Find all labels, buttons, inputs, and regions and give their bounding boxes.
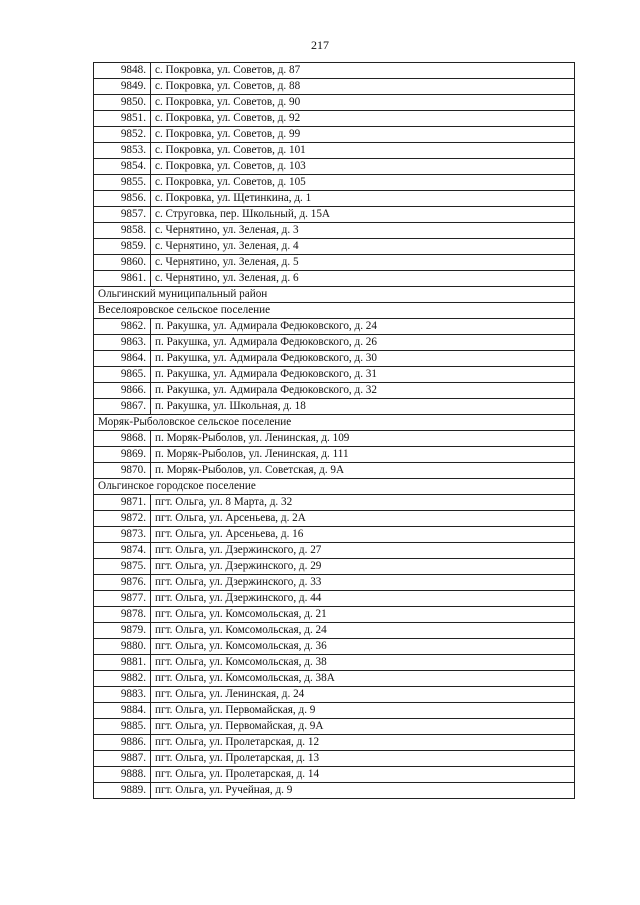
table-row <box>94 591 575 607</box>
table-row <box>94 719 575 735</box>
row-address: п. Ракушка, ул. Адмирала Федюковского, д. 32 <box>151 383 575 399</box>
table-row <box>94 255 575 271</box>
row-address: пгт. Ольга, ул. Комсомольская, д. 36 <box>151 639 575 655</box>
row-address: с. Покровка, ул. Советов, д. 87 <box>151 63 575 79</box>
row-number: 9868. <box>94 431 151 447</box>
table-row <box>94 639 575 655</box>
table-row <box>94 271 575 287</box>
section-title: Веселояровское сельское поселение <box>94 303 575 319</box>
section-title: Моряк-Рыболовское сельское поселение <box>94 415 575 431</box>
row-address: пгт. Ольга, ул. Пролетарская, д. 12 <box>151 735 575 751</box>
row-number: 9883. <box>94 687 151 703</box>
table-row <box>94 463 575 479</box>
row-number: 9878. <box>94 607 151 623</box>
table-row <box>94 671 575 687</box>
row-address: п. Моряк-Рыболов, ул. Ленинская, д. 111 <box>151 447 575 463</box>
table-row <box>94 207 575 223</box>
row-address: пгт. Ольга, ул. Комсомольская, д. 38 <box>151 655 575 671</box>
row-address: пгт. Ольга, ул. Пролетарская, д. 14 <box>151 767 575 783</box>
table-row <box>94 159 575 175</box>
table-row <box>94 607 575 623</box>
table-row <box>94 655 575 671</box>
table-row <box>94 575 575 591</box>
table-row <box>94 319 575 335</box>
table-row <box>94 335 575 351</box>
table-row <box>94 687 575 703</box>
row-address: с. Чернятино, ул. Зеленая, д. 3 <box>151 223 575 239</box>
row-address: с. Покровка, ул. Советов, д. 105 <box>151 175 575 191</box>
row-address: пгт. Ольга, ул. Дзержинского, д. 27 <box>151 543 575 559</box>
row-address: пгт. Ольга, ул. Комсомольская, д. 24 <box>151 623 575 639</box>
row-address: пгт. Ольга, ул. Комсомольская, д. 38А <box>151 671 575 687</box>
row-number: 9881. <box>94 655 151 671</box>
row-address: пгт. Ольга, ул. Арсеньева, д. 16 <box>151 527 575 543</box>
row-address: пгт. Ольга, ул. Ленинская, д. 24 <box>151 687 575 703</box>
table-row <box>94 175 575 191</box>
row-number: 9852. <box>94 127 151 143</box>
row-number: 9872. <box>94 511 151 527</box>
table-row <box>94 751 575 767</box>
row-address: п. Моряк-Рыболов, ул. Ленинская, д. 109 <box>151 431 575 447</box>
page-number: 217 <box>311 38 329 52</box>
row-number: 9877. <box>94 591 151 607</box>
address-table <box>93 62 575 799</box>
row-number: 9876. <box>94 575 151 591</box>
section-header-row <box>94 287 575 303</box>
row-number: 9853. <box>94 143 151 159</box>
table-row <box>94 111 575 127</box>
row-number: 9882. <box>94 671 151 687</box>
table-row <box>94 431 575 447</box>
table-row <box>94 703 575 719</box>
row-address: пгт. Ольга, ул. Ручейная, д. 9 <box>151 783 575 799</box>
row-number: 9858. <box>94 223 151 239</box>
row-address: п. Ракушка, ул. Адмирала Федюковского, д. 31 <box>151 367 575 383</box>
table-row <box>94 735 575 751</box>
row-number: 9867. <box>94 399 151 415</box>
row-number: 9857. <box>94 207 151 223</box>
row-number: 9874. <box>94 543 151 559</box>
table-row <box>94 543 575 559</box>
row-address: пгт. Ольга, ул. Комсомольская, д. 21 <box>151 607 575 623</box>
table-row <box>94 191 575 207</box>
row-number: 9850. <box>94 95 151 111</box>
table-row <box>94 239 575 255</box>
row-address: пгт. Ольга, ул. 8 Марта, д. 32 <box>151 495 575 511</box>
table-row <box>94 399 575 415</box>
row-address: п. Ракушка, ул. Школьная, д. 18 <box>151 399 575 415</box>
table-row <box>94 495 575 511</box>
row-address: с. Струговка, пер. Школьный, д. 15А <box>151 207 575 223</box>
section-title: Ольгинское городское поселение <box>94 479 575 495</box>
row-address: с. Покровка, ул. Советов, д. 90 <box>151 95 575 111</box>
row-number: 9887. <box>94 751 151 767</box>
row-address: с. Покровка, ул. Советов, д. 103 <box>151 159 575 175</box>
row-number: 9880. <box>94 639 151 655</box>
table-row <box>94 767 575 783</box>
row-address: с. Чернятино, ул. Зеленая, д. 4 <box>151 239 575 255</box>
row-number: 9885. <box>94 719 151 735</box>
row-number: 9866. <box>94 383 151 399</box>
row-address: с. Покровка, ул. Советов, д. 101 <box>151 143 575 159</box>
table-row <box>94 783 575 799</box>
row-address: п. Ракушка, ул. Адмирала Федюковского, д. 24 <box>151 319 575 335</box>
table-row <box>94 223 575 239</box>
row-number: 9855. <box>94 175 151 191</box>
row-number: 9864. <box>94 351 151 367</box>
row-number: 9888. <box>94 767 151 783</box>
table-row <box>94 95 575 111</box>
row-number: 9869. <box>94 447 151 463</box>
row-number: 9884. <box>94 703 151 719</box>
table-row <box>94 351 575 367</box>
table-row <box>94 623 575 639</box>
row-address: с. Покровка, ул. Советов, д. 88 <box>151 79 575 95</box>
row-number: 9848. <box>94 63 151 79</box>
row-number: 9859. <box>94 239 151 255</box>
row-address: п. Ракушка, ул. Адмирала Федюковского, д. 26 <box>151 335 575 351</box>
row-number: 9875. <box>94 559 151 575</box>
row-address: п. Ракушка, ул. Адмирала Федюковского, д. 30 <box>151 351 575 367</box>
table-row <box>94 447 575 463</box>
row-address: с. Чернятино, ул. Зеленая, д. 6 <box>151 271 575 287</box>
row-address: пгт. Ольга, ул. Арсеньева, д. 2А <box>151 511 575 527</box>
row-number: 9856. <box>94 191 151 207</box>
row-number: 9865. <box>94 367 151 383</box>
address-table-body <box>94 63 575 799</box>
row-number: 9873. <box>94 527 151 543</box>
row-number: 9861. <box>94 271 151 287</box>
row-number: 9854. <box>94 159 151 175</box>
row-address: пгт. Ольга, ул. Дзержинского, д. 44 <box>151 591 575 607</box>
row-number: 9889. <box>94 783 151 799</box>
row-address: с. Покровка, ул. Советов, д. 92 <box>151 111 575 127</box>
table-row <box>94 511 575 527</box>
row-number: 9886. <box>94 735 151 751</box>
section-header-row <box>94 303 575 319</box>
row-address: пгт. Ольга, ул. Первомайская, д. 9 <box>151 703 575 719</box>
row-address: пгт. Ольга, ул. Первомайская, д. 9А <box>151 719 575 735</box>
table-row <box>94 79 575 95</box>
row-number: 9849. <box>94 79 151 95</box>
table-row <box>94 127 575 143</box>
row-number: 9879. <box>94 623 151 639</box>
table-row <box>94 527 575 543</box>
section-header-row <box>94 479 575 495</box>
row-address: с. Покровка, ул. Щетинкина, д. 1 <box>151 191 575 207</box>
section-title: Ольгинский муниципальный район <box>94 287 575 303</box>
table-row <box>94 559 575 575</box>
row-number: 9862. <box>94 319 151 335</box>
row-address: п. Моряк-Рыболов, ул. Советская, д. 9А <box>151 463 575 479</box>
row-address: пгт. Ольга, ул. Пролетарская, д. 13 <box>151 751 575 767</box>
table-row <box>94 367 575 383</box>
table-row <box>94 383 575 399</box>
table-row <box>94 143 575 159</box>
row-address: пгт. Ольга, ул. Дзержинского, д. 33 <box>151 575 575 591</box>
section-header-row <box>94 415 575 431</box>
row-address: с. Покровка, ул. Советов, д. 99 <box>151 127 575 143</box>
row-number: 9863. <box>94 335 151 351</box>
row-address: с. Чернятино, ул. Зеленая, д. 5 <box>151 255 575 271</box>
table-row <box>94 63 575 79</box>
row-address: пгт. Ольга, ул. Дзержинского, д. 29 <box>151 559 575 575</box>
row-number: 9870. <box>94 463 151 479</box>
row-number: 9860. <box>94 255 151 271</box>
row-number: 9871. <box>94 495 151 511</box>
row-number: 9851. <box>94 111 151 127</box>
